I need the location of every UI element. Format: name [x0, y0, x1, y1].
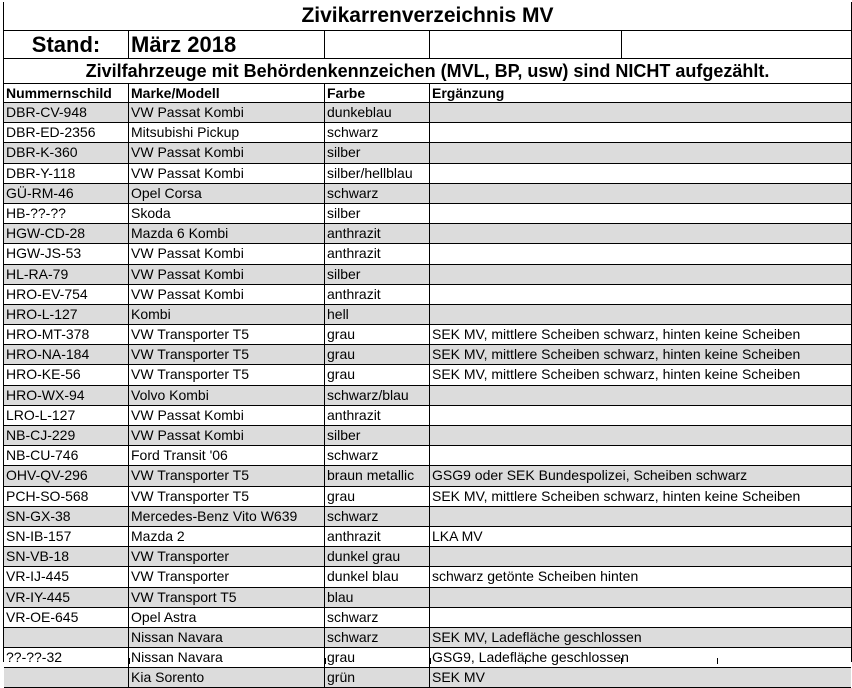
- table-row: [4, 184, 851, 204]
- table-row: [4, 466, 851, 486]
- cell-ergaenzung[interactable]: SEK MV: [432, 669, 485, 686]
- header-ergaenzung[interactable]: Ergänzung: [432, 85, 505, 101]
- cell-ergaenzung[interactable]: [430, 164, 851, 183]
- cell-marke-modell[interactable]: Kombi: [129, 305, 325, 324]
- cell-ergaenzung[interactable]: [430, 244, 851, 263]
- cell-farbe[interactable]: grau: [325, 365, 430, 384]
- cell-nummernschild[interactable]: HB-??-??: [4, 204, 129, 223]
- cell-nummernschild[interactable]: HGW-JS-53: [4, 244, 129, 263]
- table-row: [4, 628, 851, 648]
- table-row: [4, 285, 851, 305]
- table-row: [4, 507, 851, 527]
- table-row: [4, 265, 851, 285]
- cell-nummernschild[interactable]: LRO-L-127: [4, 406, 129, 425]
- notice-text: Zivilfahrzeuge mit Behördenkennzeichen (MVL, BP, usw) sind NICHT aufgezählt.: [4, 59, 851, 84]
- cell-nummernschild[interactable]: [4, 628, 129, 647]
- cell-ergaenzung[interactable]: [430, 608, 851, 627]
- cell-farbe[interactable]: silber: [325, 426, 430, 445]
- cell-marke-modell[interactable]: VW Transport T5: [129, 588, 325, 607]
- cell-ergaenzung[interactable]: [430, 426, 851, 445]
- cell-farbe[interactable]: hell: [325, 305, 430, 324]
- cell-nummernschild[interactable]: HRO-EV-754: [4, 285, 129, 304]
- cell-farbe[interactable]: braun metallic: [325, 466, 430, 485]
- cell-farbe[interactable]: schwarz/blau: [325, 386, 430, 405]
- cell-nummernschild[interactable]: HL-RA-79: [4, 265, 129, 284]
- table-row: [4, 345, 851, 365]
- table-row: [4, 567, 851, 587]
- cell-farbe[interactable]: silber: [325, 143, 430, 162]
- cell-nummernschild[interactable]: DBR-CV-948: [4, 103, 129, 122]
- cell-marke-modell[interactable]: VW Transporter T5: [129, 325, 325, 344]
- cell-ergaenzung[interactable]: SEK MV, Ladefläche geschlossen: [432, 628, 642, 645]
- cell-ergaenzung[interactable]: [430, 265, 851, 284]
- cell-nummernschild[interactable]: HRO-WX-94: [4, 386, 129, 405]
- cell-marke-modell[interactable]: VW Transporter T5: [129, 466, 325, 485]
- table-row: [4, 123, 851, 143]
- sheet-title: Zivikarrenverzeichnis MV: [4, 2, 851, 31]
- cell-farbe[interactable]: anthrazit: [325, 406, 430, 425]
- cell-farbe[interactable]: schwarz: [325, 446, 430, 465]
- cell-farbe[interactable]: grau: [325, 648, 430, 667]
- table-row: [4, 224, 851, 244]
- cell-farbe[interactable]: schwarz: [325, 123, 430, 142]
- cell-farbe[interactable]: silber: [325, 204, 430, 223]
- cell-farbe[interactable]: anthrazit: [325, 224, 430, 243]
- cell-ergaenzung[interactable]: [430, 204, 851, 223]
- cell-ergaenzung[interactable]: [430, 446, 851, 465]
- cell-nummernschild[interactable]: DBR-Y-118: [4, 164, 129, 183]
- cell-marke-modell[interactable]: VW Passat Kombi: [129, 406, 325, 425]
- cell-marke-modell[interactable]: VW Transporter T5: [129, 365, 325, 384]
- table-row: [4, 305, 851, 325]
- cell-farbe[interactable]: anthrazit: [325, 527, 430, 546]
- cell-ergaenzung[interactable]: schwarz getönte Scheiben hinten: [432, 568, 639, 585]
- cell-marke-modell[interactable]: VW Passat Kombi: [129, 143, 325, 162]
- table-row: [4, 527, 851, 547]
- table-row: [4, 386, 851, 406]
- cell-farbe[interactable]: dunkel grau: [325, 547, 430, 566]
- cell-marke-modell[interactable]: Nissan Navara: [129, 628, 325, 647]
- table-row: [4, 325, 851, 345]
- table-row: [4, 103, 851, 123]
- cell-ergaenzung[interactable]: [430, 184, 851, 203]
- vehicle-table-body: [4, 103, 851, 688]
- cell-farbe[interactable]: grau: [325, 487, 430, 506]
- cell-farbe[interactable]: schwarz: [325, 184, 430, 203]
- cell-ergaenzung[interactable]: [430, 386, 851, 405]
- cell-ergaenzung[interactable]: [430, 285, 851, 304]
- stand-label[interactable]: Stand:: [4, 31, 129, 58]
- cell-ergaenzung[interactable]: SEK MV, mittlere Scheiben schwarz, hinten keine Scheiben: [432, 346, 801, 363]
- cell-nummernschild[interactable]: DBR-ED-2356: [4, 123, 129, 142]
- cell-farbe[interactable]: dunkel blau: [325, 567, 430, 586]
- cell-nummernschild[interactable]: HGW-CD-28: [4, 224, 129, 243]
- cell-marke-modell[interactable]: VW Transporter T5: [129, 345, 325, 364]
- cell-farbe[interactable]: anthrazit: [325, 244, 430, 263]
- cell-nummernschild[interactable]: HRO-MT-378: [4, 325, 129, 344]
- cell-nummernschild[interactable]: NB-CJ-229: [4, 426, 129, 445]
- cell-nummernschild[interactable]: HRO-L-127: [4, 305, 129, 324]
- table-row: [4, 204, 851, 224]
- cell-marke-modell[interactable]: Opel Astra: [129, 608, 325, 627]
- cell-ergaenzung[interactable]: LKA MV: [432, 527, 483, 544]
- cell-farbe[interactable]: silber/hellblau: [325, 164, 430, 183]
- header-farbe[interactable]: Farbe: [325, 84, 430, 102]
- cell-nummernschild[interactable]: VR-IJ-445: [4, 567, 129, 586]
- cell-marke-modell[interactable]: Nissan Navara: [129, 648, 325, 667]
- cell-farbe[interactable]: anthrazit: [325, 285, 430, 304]
- cell-farbe[interactable]: blau: [325, 588, 430, 607]
- cell-marke-modell[interactable]: VW Passat Kombi: [129, 265, 325, 284]
- cell-nummernschild[interactable]: NB-CU-746: [4, 446, 129, 465]
- cell-nummernschild[interactable]: SN-IB-157: [4, 527, 129, 546]
- spreadsheet: [3, 2, 852, 686]
- cell-ergaenzung[interactable]: SEK MV, mittlere Scheiben schwarz, hinten keine Scheiben: [432, 487, 801, 504]
- table-row: [4, 406, 851, 426]
- table-row: [4, 164, 851, 184]
- cell-nummernschild[interactable]: SN-GX-38: [4, 507, 129, 526]
- table-row: [4, 143, 851, 163]
- cell-marke-modell[interactable]: Volvo Kombi: [129, 386, 325, 405]
- cell-farbe[interactable]: grün: [325, 668, 430, 687]
- stand-row: [4, 31, 851, 59]
- cell-farbe[interactable]: grau: [325, 345, 430, 364]
- cell-marke-modell[interactable]: VW Passat Kombi: [129, 164, 325, 183]
- cell-marke-modell[interactable]: Mercedes-Benz Vito W639: [129, 507, 325, 526]
- cell-nummernschild[interactable]: DBR-K-360: [4, 143, 129, 162]
- cell-ergaenzung[interactable]: GSG9, Ladefläche geschlossen: [432, 649, 629, 666]
- cell-nummernschild[interactable]: ??-??-32: [4, 648, 129, 667]
- cell-marke-modell[interactable]: VW Transporter: [129, 567, 325, 586]
- table-row: [4, 588, 851, 608]
- cell-ergaenzung[interactable]: SEK MV, mittlere Scheiben schwarz, hinten keine Scheiben: [432, 326, 801, 343]
- cell-ergaenzung[interactable]: [430, 123, 851, 142]
- cell-ergaenzung[interactable]: SEK MV, mittlere Scheiben schwarz, hinten keine Scheiben: [432, 366, 801, 383]
- cell-ergaenzung[interactable]: [430, 507, 851, 526]
- cell-marke-modell[interactable]: VW Passat Kombi: [129, 285, 325, 304]
- empty-cell[interactable]: [325, 31, 430, 58]
- cell-ergaenzung[interactable]: [430, 224, 851, 243]
- cell-marke-modell[interactable]: Mazda 2: [129, 527, 325, 546]
- table-row: [4, 426, 851, 446]
- cell-nummernschild[interactable]: PCH-SO-568: [4, 487, 129, 506]
- cell-ergaenzung[interactable]: GSG9 oder SEK Bundespolizei, Scheiben schwarz: [432, 467, 748, 484]
- empty-cell[interactable]: [430, 31, 622, 58]
- header-nummernschild[interactable]: Nummernschild: [4, 84, 129, 102]
- cell-marke-modell[interactable]: VW Transporter T5: [129, 487, 325, 506]
- cell-ergaenzung[interactable]: [430, 143, 851, 162]
- table-row: [4, 365, 851, 385]
- cell-farbe[interactable]: schwarz: [325, 628, 430, 647]
- cell-ergaenzung[interactable]: [430, 406, 851, 425]
- cell-marke-modell[interactable]: VW Passat Kombi: [129, 244, 325, 263]
- cell-marke-modell[interactable]: VW Passat Kombi: [129, 103, 325, 122]
- table-row: [4, 244, 851, 264]
- cell-farbe[interactable]: dunkeblau: [325, 103, 430, 122]
- header-marke-modell[interactable]: Marke/Modell: [129, 84, 325, 102]
- cell-marke-modell[interactable]: Kia Sorento: [129, 668, 325, 687]
- cell-ergaenzung[interactable]: [430, 547, 851, 566]
- cell-farbe[interactable]: silber: [325, 265, 430, 284]
- stand-value[interactable]: März 2018: [129, 31, 325, 58]
- table-row: [4, 547, 851, 567]
- cell-ergaenzung[interactable]: [430, 103, 851, 122]
- table-row: [4, 668, 851, 688]
- cell-nummernschild[interactable]: VR-OE-645: [4, 608, 129, 627]
- column-header-row: [4, 84, 851, 103]
- cell-ergaenzung[interactable]: [430, 305, 851, 324]
- cell-marke-modell[interactable]: VW Passat Kombi: [129, 426, 325, 445]
- cell-ergaenzung[interactable]: [430, 588, 851, 607]
- cell-marke-modell[interactable]: Skoda: [129, 204, 325, 223]
- cell-farbe[interactable]: schwarz: [325, 608, 430, 627]
- cell-nummernschild[interactable]: VR-IY-445: [4, 588, 129, 607]
- cell-nummernschild[interactable]: OHV-QV-296: [4, 466, 129, 485]
- partial-next-row: [4, 658, 851, 664]
- cell-marke-modell[interactable]: Mazda 6 Kombi: [129, 224, 325, 243]
- table-row: [4, 446, 851, 466]
- cell-nummernschild[interactable]: SN-VB-18: [4, 547, 129, 566]
- cell-marke-modell[interactable]: VW Transporter: [129, 547, 325, 566]
- cell-marke-modell[interactable]: Mitsubishi Pickup: [129, 123, 325, 142]
- cell-marke-modell[interactable]: Opel Corsa: [129, 184, 325, 203]
- table-row: [4, 608, 851, 628]
- cell-nummernschild[interactable]: HRO-NA-184: [4, 345, 129, 364]
- cell-nummernschild[interactable]: GÜ-RM-46: [4, 184, 129, 203]
- cell-nummernschild[interactable]: HRO-KE-56: [4, 365, 129, 384]
- table-row: [4, 487, 851, 507]
- cell-farbe[interactable]: grau: [325, 325, 430, 344]
- cell-nummernschild[interactable]: [4, 668, 129, 687]
- cell-farbe[interactable]: schwarz: [325, 507, 430, 526]
- cell-marke-modell[interactable]: Ford Transit '06: [129, 446, 325, 465]
